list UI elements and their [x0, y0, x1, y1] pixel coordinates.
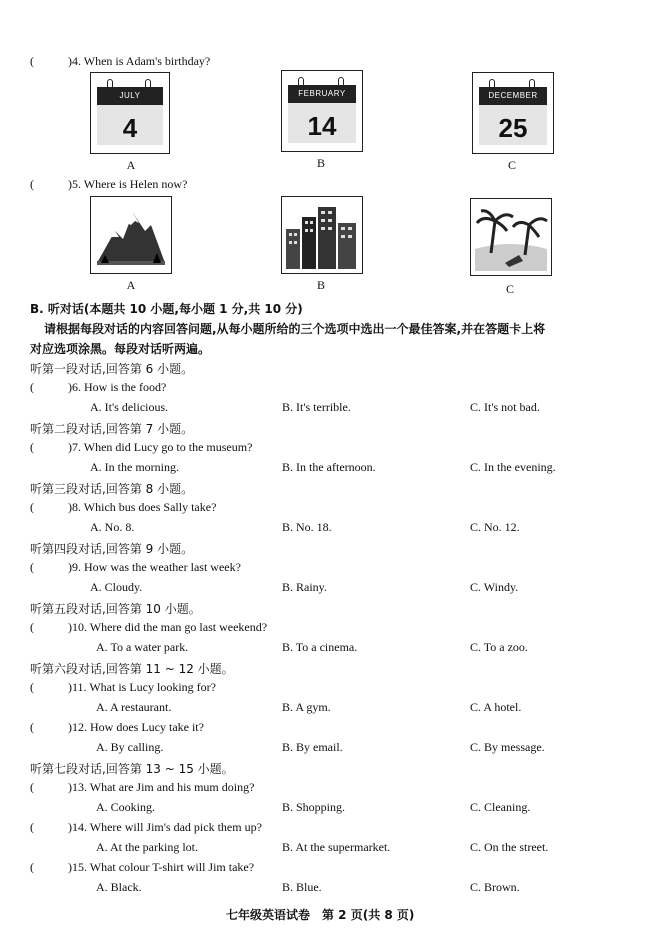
- q8-paren: (: [30, 500, 34, 514]
- q9-option-c: C. Windy.: [470, 580, 519, 594]
- q4-option-c-day: 25: [479, 105, 547, 145]
- q15-text: )15. What colour T-shirt will Jim take?: [68, 860, 255, 874]
- dialogue-3-header: 听第三段对话,回答第 8 小题。: [30, 482, 194, 496]
- dialogue-7-header: 听第七段对话,回答第 13 ~ 15 小题。: [30, 762, 234, 776]
- q11-option-b: B. A gym.: [282, 700, 331, 714]
- q4-option-b-calendar: [281, 70, 363, 152]
- q5-option-c-beach-picture: [470, 198, 552, 276]
- q14-paren: (: [30, 820, 34, 834]
- q7-option-b: B. In the afternoon.: [282, 460, 376, 474]
- q11-paren: (: [30, 680, 34, 694]
- q4-option-b-label: B: [316, 156, 325, 170]
- q9-option-a: A. Cloudy.: [90, 580, 143, 594]
- dialogue-4-header: 听第四段对话,回答第 9 小题。: [30, 542, 194, 556]
- q6-option-c: C. It's not bad.: [470, 400, 540, 414]
- q5-option-a-label: A: [126, 278, 136, 292]
- mountain-icon: [91, 197, 171, 273]
- q5-option-a-mountain-picture: [90, 196, 172, 274]
- q12-paren: (: [30, 720, 34, 734]
- q7-text: )7. When did Lucy go to the museum?: [68, 440, 253, 454]
- q14-text: )14. Where will Jim's dad pick them up?: [68, 820, 262, 834]
- q4-option-c-calendar: [472, 72, 554, 154]
- q14-option-a: A. At the parking lot.: [96, 840, 198, 854]
- q14-option-b: B. At the supermarket.: [282, 840, 391, 854]
- section-b-title: B. 听对话(本题共 10 小题,每小题 1 分,共 10 分): [30, 302, 303, 316]
- q5-paren: (: [30, 177, 34, 191]
- q13-option-b: B. Shopping.: [282, 800, 346, 814]
- q5-text: )5. Where is Helen now?: [68, 177, 188, 191]
- q4-option-a-month: JULY: [97, 87, 163, 105]
- dialogue-6-header: 听第六段对话,回答第 11 ~ 12 小题。: [30, 662, 234, 676]
- q6-option-b: B. It's terrible.: [282, 400, 351, 414]
- q15-option-c: C. Brown.: [470, 880, 520, 894]
- q4-text: )4. When is Adam's birthday?: [68, 54, 211, 68]
- q13-option-c: C. Cleaning.: [470, 800, 531, 814]
- q6-option-a: A. It's delicious.: [90, 400, 169, 414]
- q4-option-a-label: A: [126, 158, 136, 172]
- q15-paren: (: [30, 860, 34, 874]
- q10-option-c: C. To a zoo.: [470, 640, 528, 654]
- q9-paren: (: [30, 560, 34, 574]
- q4-option-c-month: DECEMBER: [479, 87, 547, 105]
- q12-option-b: B. By email.: [282, 740, 343, 754]
- q10-text: )10. Where did the man go last weekend?: [68, 620, 268, 634]
- q15-option-b: B. Blue.: [282, 880, 322, 894]
- q13-text: )13. What are Jim and his mum doing?: [68, 780, 255, 794]
- dialogue-5-header: 听第五段对话,回答第 10 小题。: [30, 602, 201, 616]
- dialogue-1-header: 听第一段对话,回答第 6 小题。: [30, 362, 194, 376]
- q7-paren: (: [30, 440, 34, 454]
- q6-paren: (: [30, 380, 34, 394]
- q15-option-a: A. Black.: [96, 880, 142, 894]
- page-footer: 七年级英语试卷 第 2 页(共 8 页): [226, 908, 415, 922]
- q13-option-a: A. Cooking.: [96, 800, 156, 814]
- q7-option-c: C. In the evening.: [470, 460, 556, 474]
- q13-paren: (: [30, 780, 34, 794]
- q4-option-a-calendar: [90, 72, 170, 154]
- q8-option-c: C. No. 12.: [470, 520, 520, 534]
- beach-icon: [471, 199, 551, 275]
- q7-option-a: A. In the morning.: [90, 460, 179, 474]
- q4-paren: (: [30, 54, 34, 68]
- section-b-instruction-line1: 请根据每段对话的内容回答问题,从每小题所给的三个选项中选出一个最佳答案,并在答题卡上将: [44, 322, 546, 336]
- q5-option-c-label: C: [505, 282, 514, 296]
- q12-option-a: A. By calling.: [96, 740, 164, 754]
- q8-option-a: A. No. 8.: [90, 520, 135, 534]
- section-b-instruction-line2: 对应选项涂黑。每段对话听两遍。: [30, 342, 211, 356]
- q14-option-c: C. On the street.: [470, 840, 549, 854]
- q5-option-b-label: B: [316, 278, 325, 292]
- q4-option-c-label: C: [507, 158, 516, 172]
- q10-option-a: A. To a water park.: [96, 640, 189, 654]
- q9-option-b: B. Rainy.: [282, 580, 327, 594]
- q8-option-b: B. No. 18.: [282, 520, 332, 534]
- q12-option-c: C. By message.: [470, 740, 545, 754]
- dialogue-2-header: 听第二段对话,回答第 7 小题。: [30, 422, 194, 436]
- q11-option-c: C. A hotel.: [470, 700, 522, 714]
- q4-option-a-day: 4: [97, 105, 163, 145]
- q6-text: )6. How is the food?: [68, 380, 167, 394]
- q11-option-a: A. A restaurant.: [96, 700, 172, 714]
- q11-text: )11. What is Lucy looking for?: [68, 680, 216, 694]
- q8-text: )8. Which bus does Sally take?: [68, 500, 217, 514]
- q9-text: )9. How was the weather last week?: [68, 560, 241, 574]
- q10-paren: (: [30, 620, 34, 634]
- q10-option-b: B. To a cinema.: [282, 640, 358, 654]
- buildings-icon: [282, 197, 362, 273]
- q5-option-b-city-picture: [281, 196, 363, 274]
- q4-option-b-day: 14: [288, 103, 356, 143]
- q4-option-b-month: FEBRUARY: [288, 85, 356, 103]
- q12-text: )12. How does Lucy take it?: [68, 720, 204, 734]
